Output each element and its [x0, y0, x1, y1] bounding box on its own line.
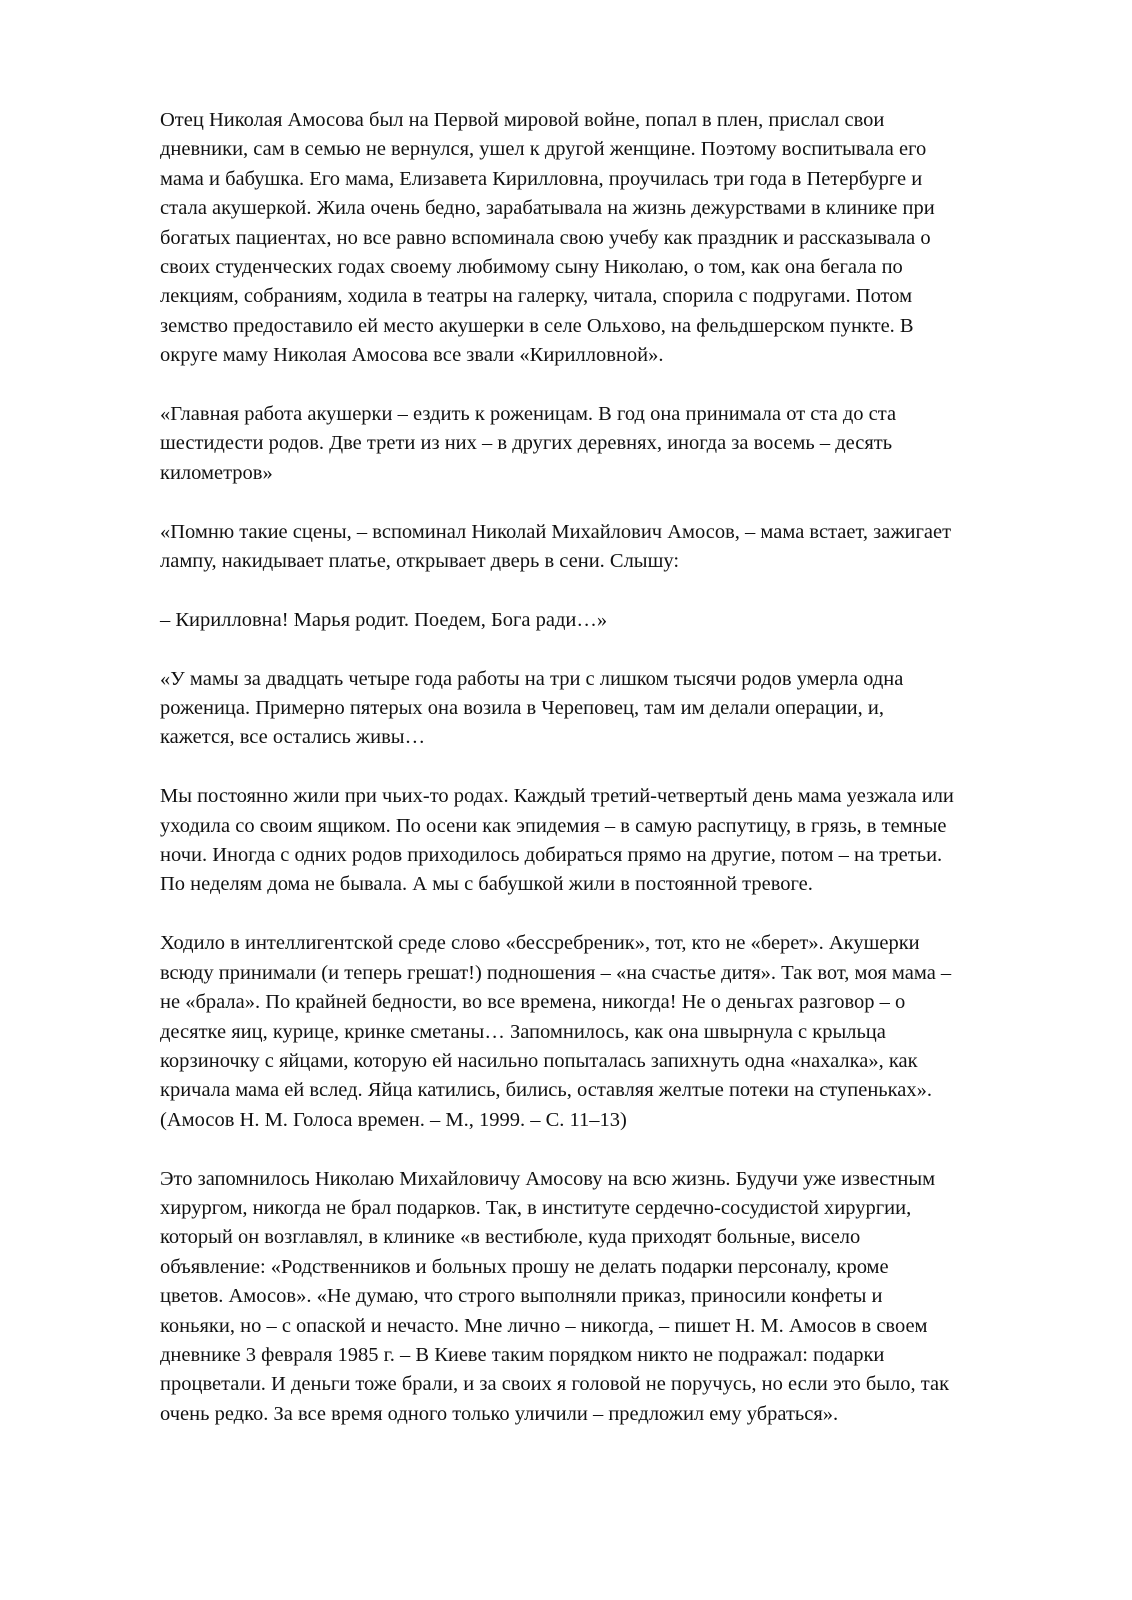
text-line: цветов. Амосов». «Не думаю, что строго выполняли приказ, приносили конфеты и — [160, 1285, 883, 1308]
text-line: Ходило в интеллигентской среде слово «бессребреник», тот, кто не «берет». Акушерки — [160, 932, 920, 955]
text-line: стала акушеркой. Жила очень бедно, зарабатывала на жизнь дежурствами в клинике при — [160, 197, 935, 220]
paragraph-statistics — [160, 665, 1042, 753]
text-line: ночи. Иногда с одних родов приходилось добираться прямо на другие, потом – на третьи. — [160, 844, 943, 867]
text-line: лекциям, собраниям, ходила в театры на галерку, читала, спорила с подругами. Потом — [160, 285, 913, 308]
text-line: «Помню такие сцены, – вспоминал Николай Михайлович Амосов, – мама встает, зажигает — [160, 520, 952, 543]
paragraph-midwife-work — [160, 400, 1042, 488]
text-line: который он возглавлял, в клинике «в вестибюле, куда приходят больные, висело — [160, 1226, 861, 1249]
text-line: Мы постоянно жили при чьих-то родах. Каждый третий-четвертый день мама уезжала или — [160, 785, 954, 808]
text-line: не «брала». По крайней бедности, во все времена, никогда! Не о деньгах разговор – о — [160, 991, 906, 1014]
paragraph-no-gifts — [160, 1165, 1042, 1430]
text-line: дневнике 3 февраля 1985 г. – В Киеве таким порядком никто не подражал: подарки — [160, 1343, 885, 1366]
text-line: процветали. И деньги тоже брали, и за своих я головой не поручусь, но если это было, так — [160, 1373, 950, 1396]
text-line: Отец Николая Амосова был на Первой мировой войне, попал в плен, прислал свои — [160, 109, 885, 131]
text-line: километров» — [160, 461, 273, 484]
paragraph-unmercenary — [160, 929, 1042, 1135]
paragraph-father — [160, 106, 1042, 371]
text-line: богатых пациентах, но все равно вспоминала свою учебу как праздник и рассказывала о — [160, 226, 931, 249]
text-line: очень редко. За все время одного только уличили – предложил ему убраться». — [160, 1402, 839, 1425]
text-line: всюду принимали (и теперь грешат!) подношения – «на счастье дитя». Так вот, моя мама – — [160, 961, 952, 984]
text-line: Это запомнилось Николаю Михайловичу Амосову на всю жизнь. Будучи уже известным — [160, 1167, 936, 1190]
text-line: кричала мама ей вслед. Яйца катились, бились, оставляя желтые потеки на ступеньках». — [160, 1079, 933, 1102]
text-line: – Кирилловна! Марья родит. Поедем, Бога ради…» — [160, 608, 608, 631]
text-line: своих студенческих годах своему любимому сыну Николаю, о том, как она бегала по — [160, 256, 903, 279]
document-page — [160, 106, 1042, 1459]
text-line: шестидести родов. Две трети из них – в других деревнях, иногда за восемь – десять — [160, 432, 893, 455]
text-line: роженица. Примерно пятерых она возила в Череповец, там им делали операции, и, — [160, 697, 884, 720]
text-line: земство предоставило ей место акушерки в селе Ольхово, на фельдшерском пункте. В — [160, 314, 914, 337]
text-line: По неделям дома не бывала. А мы с бабушкой жили в постоянной тревоге. — [160, 873, 813, 896]
paragraph-births — [160, 782, 1042, 900]
text-line: десятке яиц, курице, кринке сметаны… Запомнилось, как она швырнула с крыльца — [160, 1020, 886, 1043]
paragraph-dialogue — [160, 606, 1042, 635]
text-line: корзиночку с яйцами, которую ей насильно попыталась запихнуть одна «нахалка», как — [160, 1049, 918, 1072]
text-line: «У мамы за двадцать четыре года работы на три с лишком тысячи родов умерла одна — [160, 667, 904, 690]
text-line: хирургом, никогда не брал подарков. Так, в институте сердечно-сосудистой хирургии, — [160, 1196, 912, 1219]
paragraph-scenes — [160, 518, 1042, 577]
text-line: мама и бабушка. Его мама, Елизавета Кирилловна, проучилась три года в Петербурге и — [160, 167, 923, 190]
text-line: «Главная работа акушерки – ездить к роженицам. В год она принимала от ста до ста — [160, 403, 897, 426]
text-line: коньяки, но – с опаской и нечасто. Мне лично – никогда, – пишет Н. М. Амосов в своем — [160, 1314, 928, 1337]
text-line: дневники, сам в семью не вернулся, ушел к другой женщине. Поэтому воспитывала его — [160, 138, 927, 161]
text-line: лампу, накидывает платье, открывает дверь в сени. Слышу: — [160, 550, 680, 573]
text-line: кажется, все остались живы… — [160, 726, 426, 749]
text-line: округе маму Николая Амосова все звали «Кирилловной». — [160, 344, 664, 367]
text-line: уходила со своим ящиком. По осени как эпидемия – в самую распутицу, в грязь, в темные — [160, 814, 947, 837]
citation-line: (Амосов Н. М. Голоса времен. – М., 1999. – С. 11–13) — [160, 1108, 627, 1131]
text-line: объявление: «Родственников и больных прошу не делать подарки персоналу, кроме — [160, 1255, 889, 1278]
